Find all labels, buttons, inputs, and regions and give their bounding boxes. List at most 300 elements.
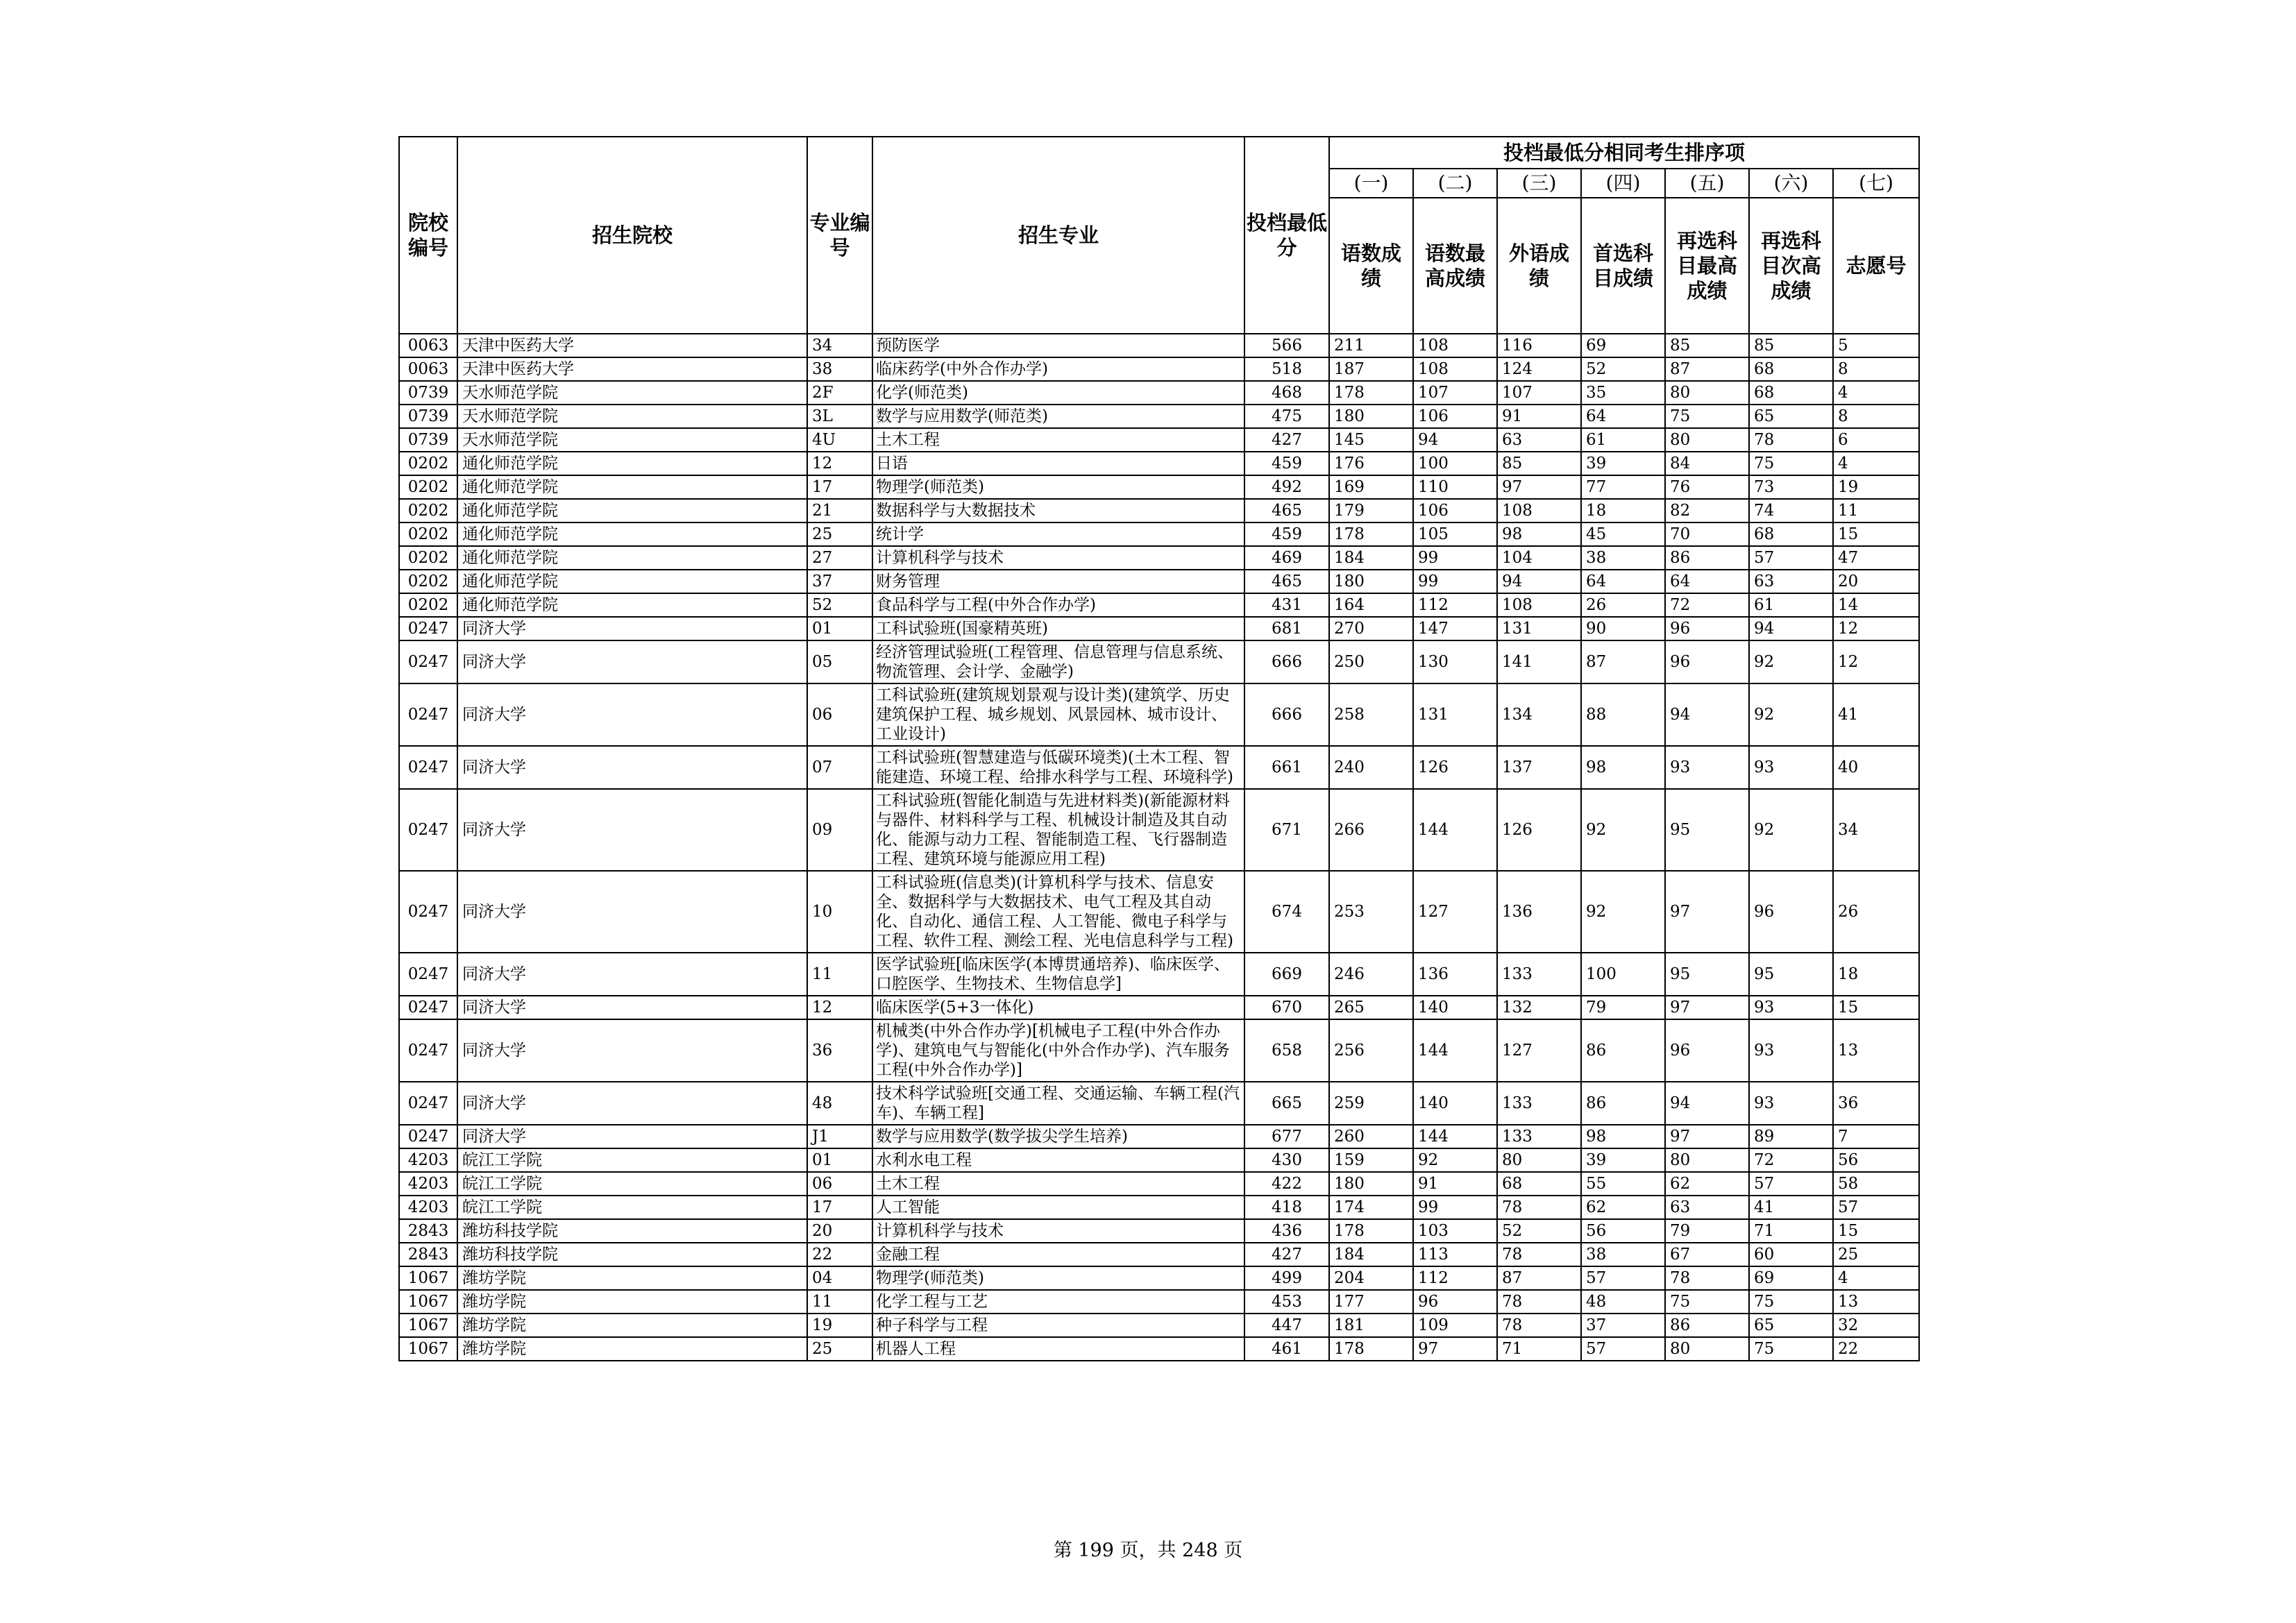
cell-school-code: 0063 <box>399 357 457 381</box>
cell-order-2: 140 <box>1413 1082 1497 1125</box>
cell-order-3: 78 <box>1497 1196 1581 1219</box>
cell-order-2: 144 <box>1413 1019 1497 1082</box>
cell-min-score: 465 <box>1244 499 1329 522</box>
cell-order-7: 20 <box>1833 570 1919 593</box>
cell-school-name: 同济大学 <box>457 1019 807 1082</box>
cell-order-4: 26 <box>1581 593 1665 617</box>
cell-major-code: 01 <box>807 617 872 640</box>
cell-order-5: 76 <box>1665 475 1749 499</box>
cell-major-name: 物理学(师范类) <box>872 475 1244 499</box>
cell-order-7: 4 <box>1833 1266 1919 1290</box>
cell-order-4: 37 <box>1581 1314 1665 1337</box>
cell-major-code: 3L <box>807 405 872 428</box>
cell-major-name: 机器人工程 <box>872 1337 1244 1361</box>
cell-order-1: 145 <box>1329 428 1413 452</box>
cell-order-5: 67 <box>1665 1243 1749 1266</box>
cell-order-1: 174 <box>1329 1196 1413 1219</box>
cell-order-1: 180 <box>1329 570 1413 593</box>
header-item-6: 再选科目次高成绩 <box>1749 198 1833 334</box>
cell-order-7: 19 <box>1833 475 1919 499</box>
cell-order-5: 93 <box>1665 746 1749 789</box>
cell-order-1: 260 <box>1329 1125 1413 1148</box>
table-row <box>399 334 1919 357</box>
cell-order-2: 99 <box>1413 570 1497 593</box>
cell-min-score: 499 <box>1244 1266 1329 1290</box>
table-row <box>399 499 1919 522</box>
cell-order-1: 265 <box>1329 996 1413 1019</box>
cell-school-code: 0739 <box>399 405 457 428</box>
cell-school-code: 0247 <box>399 1125 457 1148</box>
cell-order-3: 108 <box>1497 593 1581 617</box>
cell-min-score: 422 <box>1244 1172 1329 1196</box>
table-row <box>399 428 1919 452</box>
cell-order-2: 99 <box>1413 1196 1497 1219</box>
cell-order-6: 74 <box>1749 499 1833 522</box>
cell-order-5: 87 <box>1665 357 1749 381</box>
cell-order-6: 85 <box>1749 334 1833 357</box>
cell-school-name: 同济大学 <box>457 1082 807 1125</box>
cell-order-1: 178 <box>1329 381 1413 405</box>
cell-school-name: 通化师范学院 <box>457 475 807 499</box>
cell-order-7: 26 <box>1833 871 1919 953</box>
cell-order-2: 140 <box>1413 996 1497 1019</box>
cell-school-code: 0202 <box>399 522 457 546</box>
cell-school-name: 皖江工学院 <box>457 1148 807 1172</box>
footer-middle: 页，共 <box>1120 1540 1176 1561</box>
cell-major-name: 土木工程 <box>872 1172 1244 1196</box>
cell-order-5: 97 <box>1665 996 1749 1019</box>
cell-order-2: 108 <box>1413 334 1497 357</box>
header-order-7: (七) <box>1833 169 1919 198</box>
cell-order-5: 97 <box>1665 871 1749 953</box>
cell-order-5: 70 <box>1665 522 1749 546</box>
cell-order-6: 75 <box>1749 1337 1833 1361</box>
cell-order-3: 127 <box>1497 1019 1581 1082</box>
cell-order-5: 75 <box>1665 1290 1749 1314</box>
cell-order-3: 80 <box>1497 1148 1581 1172</box>
cell-order-3: 116 <box>1497 334 1581 357</box>
cell-min-score: 427 <box>1244 1243 1329 1266</box>
cell-order-1: 184 <box>1329 546 1413 570</box>
cell-major-code: 19 <box>807 1314 872 1337</box>
cell-school-name: 潍坊学院 <box>457 1266 807 1290</box>
cell-school-name: 天津中医药大学 <box>457 334 807 357</box>
cell-school-code: 0202 <box>399 570 457 593</box>
header-tiebreak-title: 投档最低分相同考生排序项 <box>1329 137 1919 169</box>
cell-order-5: 80 <box>1665 428 1749 452</box>
cell-order-5: 82 <box>1665 499 1749 522</box>
cell-order-6: 65 <box>1749 405 1833 428</box>
cell-order-2: 109 <box>1413 1314 1497 1337</box>
cell-order-3: 137 <box>1497 746 1581 789</box>
cell-major-code: 12 <box>807 996 872 1019</box>
header-order-5: (五) <box>1665 169 1749 198</box>
cell-order-5: 86 <box>1665 546 1749 570</box>
cell-major-name: 临床药学(中外合作办学) <box>872 357 1244 381</box>
cell-order-6: 63 <box>1749 570 1833 593</box>
cell-order-1: 258 <box>1329 683 1413 746</box>
cell-school-code: 2843 <box>399 1243 457 1266</box>
cell-major-code: 2F <box>807 381 872 405</box>
cell-min-score: 459 <box>1244 522 1329 546</box>
cell-school-code: 0247 <box>399 683 457 746</box>
cell-school-name: 潍坊学院 <box>457 1314 807 1337</box>
cell-order-6: 57 <box>1749 1172 1833 1196</box>
cell-school-name: 潍坊科技学院 <box>457 1219 807 1243</box>
cell-major-code: 11 <box>807 953 872 996</box>
cell-school-name: 通化师范学院 <box>457 499 807 522</box>
cell-min-score: 518 <box>1244 357 1329 381</box>
cell-order-4: 87 <box>1581 640 1665 683</box>
cell-order-1: 184 <box>1329 1243 1413 1266</box>
cell-major-name: 日语 <box>872 452 1244 475</box>
cell-major-name: 统计学 <box>872 522 1244 546</box>
cell-order-3: 94 <box>1497 570 1581 593</box>
cell-order-2: 112 <box>1413 1266 1497 1290</box>
cell-major-code: 06 <box>807 1172 872 1196</box>
cell-school-name: 潍坊学院 <box>457 1290 807 1314</box>
cell-major-name: 计算机科学与技术 <box>872 546 1244 570</box>
header-min-score: 投档最低分 <box>1244 137 1329 334</box>
cell-school-name: 天水师范学院 <box>457 405 807 428</box>
cell-order-7: 47 <box>1833 546 1919 570</box>
cell-order-2: 144 <box>1413 1125 1497 1148</box>
cell-order-3: 63 <box>1497 428 1581 452</box>
cell-order-5: 79 <box>1665 1219 1749 1243</box>
cell-order-4: 88 <box>1581 683 1665 746</box>
cell-school-name: 天水师范学院 <box>457 381 807 405</box>
cell-order-5: 94 <box>1665 683 1749 746</box>
cell-order-4: 86 <box>1581 1019 1665 1082</box>
cell-order-3: 98 <box>1497 522 1581 546</box>
cell-order-1: 179 <box>1329 499 1413 522</box>
cell-order-2: 107 <box>1413 381 1497 405</box>
cell-order-7: 8 <box>1833 405 1919 428</box>
cell-school-code: 0202 <box>399 452 457 475</box>
cell-school-code: 0247 <box>399 640 457 683</box>
cell-order-1: 177 <box>1329 1290 1413 1314</box>
cell-order-1: 181 <box>1329 1314 1413 1337</box>
cell-school-name: 通化师范学院 <box>457 570 807 593</box>
cell-school-code: 0202 <box>399 475 457 499</box>
table-row <box>399 1219 1919 1243</box>
cell-major-name: 种子科学与工程 <box>872 1314 1244 1337</box>
cell-school-name: 潍坊科技学院 <box>457 1243 807 1266</box>
table-row <box>399 1148 1919 1172</box>
cell-order-6: 60 <box>1749 1243 1833 1266</box>
cell-order-7: 5 <box>1833 334 1919 357</box>
cell-order-2: 131 <box>1413 683 1497 746</box>
cell-order-6: 41 <box>1749 1196 1833 1219</box>
cell-min-score: 430 <box>1244 1148 1329 1172</box>
cell-major-code: 07 <box>807 746 872 789</box>
cell-major-code: 4U <box>807 428 872 452</box>
cell-order-4: 92 <box>1581 871 1665 953</box>
cell-order-4: 35 <box>1581 381 1665 405</box>
cell-order-2: 94 <box>1413 428 1497 452</box>
cell-order-1: 178 <box>1329 1219 1413 1243</box>
cell-order-3: 133 <box>1497 1082 1581 1125</box>
cell-order-2: 108 <box>1413 357 1497 381</box>
cell-order-7: 8 <box>1833 357 1919 381</box>
cell-school-name: 皖江工学院 <box>457 1172 807 1196</box>
cell-order-3: 97 <box>1497 475 1581 499</box>
cell-order-4: 56 <box>1581 1219 1665 1243</box>
cell-major-name: 人工智能 <box>872 1196 1244 1219</box>
table-row <box>399 522 1919 546</box>
cell-min-score: 674 <box>1244 871 1329 953</box>
cell-order-6: 89 <box>1749 1125 1833 1148</box>
table-row <box>399 381 1919 405</box>
cell-major-name: 经济管理试验班(工程管理、信息管理与信息系统、物流管理、会计学、金融学) <box>872 640 1244 683</box>
cell-order-2: 99 <box>1413 546 1497 570</box>
cell-order-5: 80 <box>1665 381 1749 405</box>
table-row <box>399 1196 1919 1219</box>
cell-school-name: 通化师范学院 <box>457 452 807 475</box>
header-item-2: 语数最高成绩 <box>1413 198 1497 334</box>
cell-major-code: 10 <box>807 871 872 953</box>
cell-major-code: 37 <box>807 570 872 593</box>
cell-major-code: 11 <box>807 1290 872 1314</box>
cell-school-name: 同济大学 <box>457 746 807 789</box>
cell-order-7: 12 <box>1833 617 1919 640</box>
cell-min-score: 447 <box>1244 1314 1329 1337</box>
table-row <box>399 683 1919 746</box>
cell-order-2: 106 <box>1413 499 1497 522</box>
cell-major-name: 化学工程与工艺 <box>872 1290 1244 1314</box>
header-order-1: (一) <box>1329 169 1413 198</box>
cell-min-score: 681 <box>1244 617 1329 640</box>
cell-school-name: 同济大学 <box>457 617 807 640</box>
cell-order-4: 92 <box>1581 789 1665 871</box>
cell-order-6: 68 <box>1749 381 1833 405</box>
cell-order-5: 84 <box>1665 452 1749 475</box>
cell-order-4: 61 <box>1581 428 1665 452</box>
cell-school-name: 同济大学 <box>457 683 807 746</box>
cell-major-name: 工科试验班(智能化制造与先进材料类)(新能源材料与器件、材料科学与工程、机械设计制造及其自动化、能源与动力工程、智能制造工程、飞行器制造工程、建筑环境与能源应用工程) <box>872 789 1244 871</box>
cell-min-score: 669 <box>1244 953 1329 996</box>
table-row <box>399 1266 1919 1290</box>
cell-order-5: 95 <box>1665 953 1749 996</box>
table-row <box>399 357 1919 381</box>
cell-order-1: 178 <box>1329 1337 1413 1361</box>
cell-school-code: 1067 <box>399 1266 457 1290</box>
cell-order-6: 75 <box>1749 1290 1833 1314</box>
cell-order-2: 92 <box>1413 1148 1497 1172</box>
cell-order-2: 144 <box>1413 789 1497 871</box>
cell-order-6: 73 <box>1749 475 1833 499</box>
cell-order-3: 71 <box>1497 1337 1581 1361</box>
footer-page-number: 199 <box>1078 1540 1114 1561</box>
cell-order-7: 15 <box>1833 522 1919 546</box>
cell-order-5: 62 <box>1665 1172 1749 1196</box>
header-school-name: 招生院校 <box>457 137 807 334</box>
cell-school-name: 潍坊学院 <box>457 1337 807 1361</box>
cell-major-name: 预防医学 <box>872 334 1244 357</box>
cell-major-name: 物理学(师范类) <box>872 1266 1244 1290</box>
cell-major-name: 工科试验班(智慧建造与低碳环境类)(土木工程、智能建造、环境工程、给排水科学与工程、环境科学) <box>872 746 1244 789</box>
cell-order-1: 169 <box>1329 475 1413 499</box>
cell-order-4: 38 <box>1581 1243 1665 1266</box>
cell-order-4: 48 <box>1581 1290 1665 1314</box>
header-school-code: 院校编号 <box>399 137 457 334</box>
cell-major-name: 医学试验班[临床医学(本博贯通培养)、临床医学、口腔医学、生物技术、生物信息学] <box>872 953 1244 996</box>
cell-order-3: 136 <box>1497 871 1581 953</box>
cell-order-4: 64 <box>1581 405 1665 428</box>
cell-school-code: 0202 <box>399 499 457 522</box>
cell-school-name: 同济大学 <box>457 871 807 953</box>
cell-major-code: 22 <box>807 1243 872 1266</box>
cell-order-2: 91 <box>1413 1172 1497 1196</box>
cell-major-name: 数学与应用数学(师范类) <box>872 405 1244 428</box>
table-row <box>399 1290 1919 1314</box>
cell-order-7: 57 <box>1833 1196 1919 1219</box>
table-row <box>399 789 1919 871</box>
cell-order-6: 93 <box>1749 1082 1833 1125</box>
header-item-3: 外语成绩 <box>1497 198 1581 334</box>
cell-order-1: 159 <box>1329 1148 1413 1172</box>
cell-order-2: 126 <box>1413 746 1497 789</box>
cell-order-3: 134 <box>1497 683 1581 746</box>
cell-order-2: 100 <box>1413 452 1497 475</box>
cell-order-2: 105 <box>1413 522 1497 546</box>
cell-school-name: 同济大学 <box>457 789 807 871</box>
cell-major-name: 工科试验班(建筑规划景观与设计类)(建筑学、历史建筑保护工程、城乡规划、风景园林、城市设计、工业设计) <box>872 683 1244 746</box>
cell-order-3: 131 <box>1497 617 1581 640</box>
cell-school-code: 0739 <box>399 381 457 405</box>
table-row <box>399 746 1919 789</box>
cell-school-code: 1067 <box>399 1337 457 1361</box>
cell-order-1: 266 <box>1329 789 1413 871</box>
table-row <box>399 1337 1919 1361</box>
cell-min-score: 465 <box>1244 570 1329 593</box>
cell-order-3: 108 <box>1497 499 1581 522</box>
cell-order-6: 78 <box>1749 428 1833 452</box>
cell-order-7: 13 <box>1833 1290 1919 1314</box>
cell-min-score: 670 <box>1244 996 1329 1019</box>
table-row <box>399 617 1919 640</box>
cell-order-6: 92 <box>1749 683 1833 746</box>
cell-min-score: 671 <box>1244 789 1329 871</box>
cell-order-7: 36 <box>1833 1082 1919 1125</box>
cell-school-code: 0739 <box>399 428 457 452</box>
cell-order-7: 58 <box>1833 1172 1919 1196</box>
cell-school-name: 同济大学 <box>457 996 807 1019</box>
cell-order-1: 187 <box>1329 357 1413 381</box>
cell-school-code: 0247 <box>399 617 457 640</box>
cell-order-3: 78 <box>1497 1314 1581 1337</box>
cell-order-6: 92 <box>1749 789 1833 871</box>
cell-school-code: 0247 <box>399 1019 457 1082</box>
cell-major-code: 25 <box>807 522 872 546</box>
cell-order-1: 204 <box>1329 1266 1413 1290</box>
cell-order-6: 71 <box>1749 1219 1833 1243</box>
cell-school-code: 0202 <box>399 546 457 570</box>
cell-major-code: 27 <box>807 546 872 570</box>
cell-order-4: 18 <box>1581 499 1665 522</box>
cell-order-3: 124 <box>1497 357 1581 381</box>
cell-order-5: 86 <box>1665 1314 1749 1337</box>
cell-major-name: 数学与应用数学(数学拔尖学生培养) <box>872 1125 1244 1148</box>
cell-school-name: 通化师范学院 <box>457 593 807 617</box>
cell-school-code: 0202 <box>399 593 457 617</box>
header-order-3: (三) <box>1497 169 1581 198</box>
cell-order-2: 96 <box>1413 1290 1497 1314</box>
cell-order-6: 94 <box>1749 617 1833 640</box>
cell-major-code: 06 <box>807 683 872 746</box>
table-row <box>399 1082 1919 1125</box>
cell-min-score: 475 <box>1244 405 1329 428</box>
cell-order-1: 178 <box>1329 522 1413 546</box>
cell-order-7: 40 <box>1833 746 1919 789</box>
cell-min-score: 677 <box>1244 1125 1329 1148</box>
cell-major-name: 数据科学与大数据技术 <box>872 499 1244 522</box>
cell-order-7: 41 <box>1833 683 1919 746</box>
cell-order-5: 85 <box>1665 334 1749 357</box>
cell-school-code: 0247 <box>399 746 457 789</box>
cell-order-2: 113 <box>1413 1243 1497 1266</box>
cell-order-3: 133 <box>1497 953 1581 996</box>
cell-school-code: 4203 <box>399 1148 457 1172</box>
cell-order-1: 211 <box>1329 334 1413 357</box>
cell-order-1: 270 <box>1329 617 1413 640</box>
cell-order-6: 68 <box>1749 522 1833 546</box>
cell-major-name: 食品科学与工程(中外合作办学) <box>872 593 1244 617</box>
cell-order-4: 86 <box>1581 1082 1665 1125</box>
table-row <box>399 1172 1919 1196</box>
cell-min-score: 436 <box>1244 1219 1329 1243</box>
cell-min-score: 666 <box>1244 683 1329 746</box>
table-row <box>399 1019 1919 1082</box>
cell-major-code: 01 <box>807 1148 872 1172</box>
cell-major-name: 金融工程 <box>872 1243 1244 1266</box>
cell-school-code: 1067 <box>399 1314 457 1337</box>
cell-min-score: 661 <box>1244 746 1329 789</box>
cell-order-2: 106 <box>1413 405 1497 428</box>
cell-order-5: 78 <box>1665 1266 1749 1290</box>
cell-major-code: 34 <box>807 334 872 357</box>
cell-major-name: 工科试验班(国豪精英班) <box>872 617 1244 640</box>
cell-major-code: 17 <box>807 475 872 499</box>
cell-major-code: 09 <box>807 789 872 871</box>
cell-min-score: 566 <box>1244 334 1329 357</box>
header-item-1: 语数成绩 <box>1329 198 1413 334</box>
admission-score-table <box>398 136 1920 1361</box>
cell-order-7: 32 <box>1833 1314 1919 1337</box>
cell-order-6: 93 <box>1749 1019 1833 1082</box>
table-row <box>399 475 1919 499</box>
cell-major-code: 36 <box>807 1019 872 1082</box>
table-row <box>399 405 1919 428</box>
header-order-2: (二) <box>1413 169 1497 198</box>
cell-order-4: 98 <box>1581 1125 1665 1148</box>
cell-order-1: 253 <box>1329 871 1413 953</box>
cell-order-3: 91 <box>1497 405 1581 428</box>
cell-school-name: 同济大学 <box>457 953 807 996</box>
cell-order-4: 64 <box>1581 570 1665 593</box>
cell-major-code: 52 <box>807 593 872 617</box>
cell-order-4: 77 <box>1581 475 1665 499</box>
table-row <box>399 593 1919 617</box>
cell-order-3: 68 <box>1497 1172 1581 1196</box>
header-major-name: 招生专业 <box>872 137 1244 334</box>
cell-order-2: 112 <box>1413 593 1497 617</box>
cell-min-score: 666 <box>1244 640 1329 683</box>
header-item-4: 首选科目成绩 <box>1581 198 1665 334</box>
cell-order-2: 127 <box>1413 871 1497 953</box>
cell-major-code: 20 <box>807 1219 872 1243</box>
cell-min-score: 427 <box>1244 428 1329 452</box>
